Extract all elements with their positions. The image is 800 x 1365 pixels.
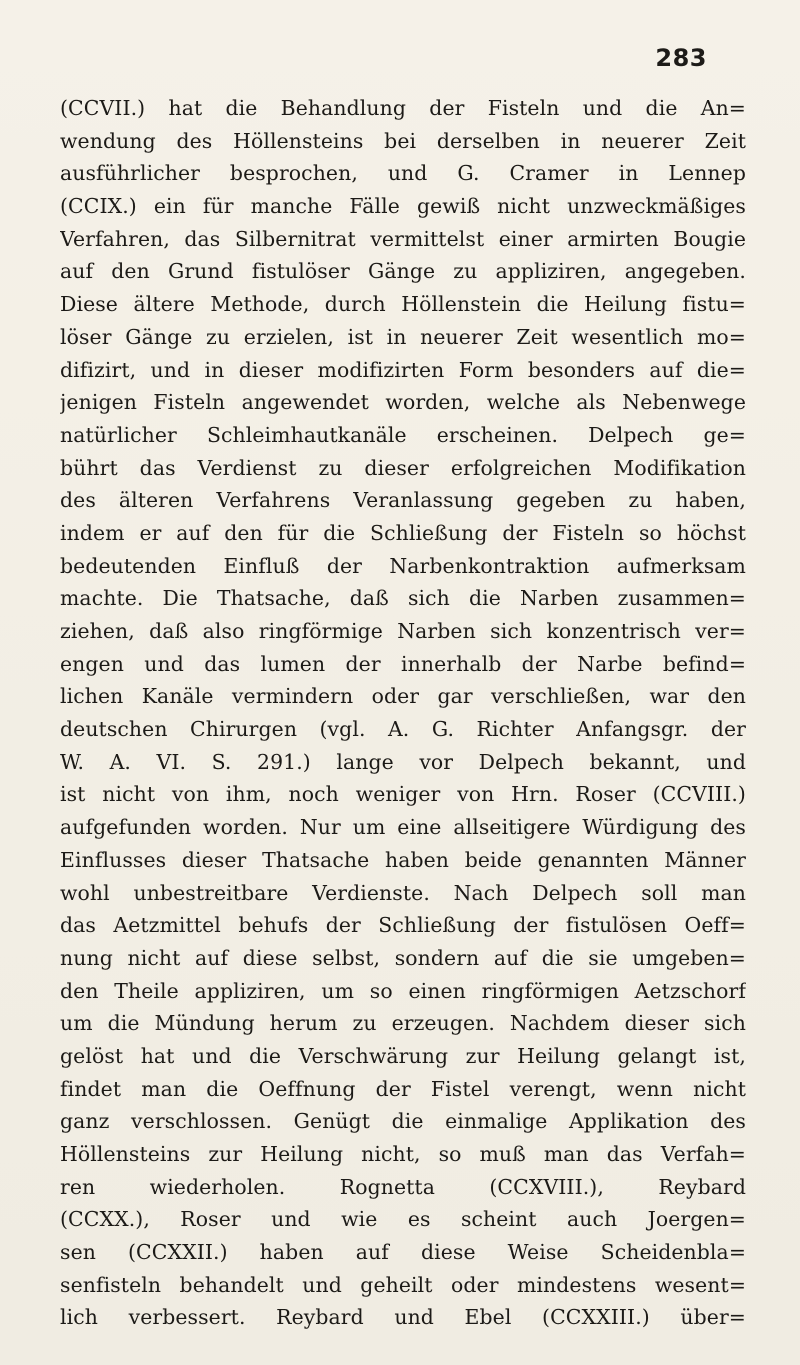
text-line: lichen Kanäle vermindern oder gar verschließen, war den	[60, 684, 746, 709]
text-line: Verfahren, das Silbernitrat vermittelst einer armirten Bougie	[60, 226, 746, 251]
text-line: jenigen Fisteln angewendet worden, welche als Nebenwege	[60, 390, 746, 415]
text-line: aufgefunden worden. Nur um eine allseitigere Würdigung des	[60, 815, 746, 840]
text-line: bedeutenden Einfluß der Narbenkontraktion aufmerksam	[60, 553, 746, 578]
text-line: lich verbessert. Reybard und Ebel (CCXXIII.) über=	[60, 1305, 746, 1330]
text-line: ausführlicher besprochen, und G. Cramer in Lennep	[60, 161, 746, 186]
text-line: ist nicht von ihm, noch weniger von Hrn. Roser (CCVIII.)	[60, 782, 746, 807]
page-number: 283	[655, 44, 707, 72]
text-line: (CCXX.), Roser und wie es scheint auch Joergen=	[60, 1207, 746, 1232]
text-line: natürlicher Schleimhautkanäle erscheinen. Delpech ge=	[60, 422, 746, 447]
text-line: ganz verschlossen. Genügt die einmalige Applikation des	[60, 1109, 746, 1134]
body-text	[60, 92, 746, 1334]
text-line: Diese ältere Methode, durch Höllenstein die Heilung fistu=	[60, 292, 746, 317]
text-line: wohl unbestreitbare Verdienste. Nach Delpech soll man	[60, 880, 746, 905]
text-line: nung nicht auf diese selbst, sondern auf die sie umgeben=	[60, 945, 746, 970]
text-line: löser Gänge zu erzielen, ist in neuerer Zeit wesentlich mo=	[60, 324, 746, 349]
text-line: indem er auf den für die Schließung der Fisteln so höchst	[60, 520, 746, 545]
text-line: Einflusses dieser Thatsache haben beide genannten Männer	[60, 847, 746, 872]
text-line: (CCVII.) hat die Behandlung der Fisteln und die An=	[60, 96, 746, 120]
text-line: das Aetzmittel behufs der Schließung der fistulösen Oeff=	[60, 913, 746, 938]
text-line: Höllensteins zur Heilung nicht, so muß man das Verfah=	[60, 1142, 746, 1166]
text-line: ziehen, daß also ringförmige Narben sich konzentrisch ver=	[60, 619, 746, 643]
text-line: difizirt, und in dieser modifizirten Form besonders auf die=	[60, 357, 746, 382]
text-line: ren wiederholen. Rognetta (CCXVIII.), Reybard	[60, 1174, 746, 1199]
text-line: deutschen Chirurgen (vgl. A. G. Richter Anfangsgr. der	[60, 717, 746, 742]
text-line: findet man die Oeffnung der Fistel verengt, wenn nicht	[60, 1076, 746, 1101]
text-line: gelöst hat und die Verschwärung zur Heilung gelangt ist,	[60, 1043, 746, 1068]
text-line: des älteren Verfahrens Veranlassung gegeben zu haben,	[60, 488, 746, 513]
text-line: machte. Die Thatsache, daß sich die Narben zusammen=	[60, 586, 746, 611]
text-line: auf den Grund fistulöser Gänge zu appliziren, angegeben.	[60, 259, 746, 284]
text-line: (CCIX.) ein für manche Fälle gewiß nicht unzweckmäßiges	[60, 194, 746, 219]
text-line: den Theile appliziren, um so einen ringförmigen Aetzschorf	[60, 978, 746, 1003]
text-line: um die Mündung herum zu erzeugen. Nachdem dieser sich	[60, 1011, 746, 1036]
text-line: bührt das Verdienst zu dieser erfolgreichen Modifikation	[60, 455, 746, 480]
text-line: wendung des Höllensteins bei derselben in neuerer Zeit	[60, 128, 746, 153]
text-line: senfisteln behandelt und geheilt oder mindestens wesent=	[60, 1272, 746, 1297]
text-line: sen (CCXXII.) haben auf diese Weise Scheidenbla=	[60, 1240, 746, 1265]
text-line: engen und das lumen der innerhalb der Narbe befind=	[60, 651, 746, 676]
text-line: W. A. VI. S. 291.) lange vor Delpech bekannt, und	[60, 749, 746, 774]
